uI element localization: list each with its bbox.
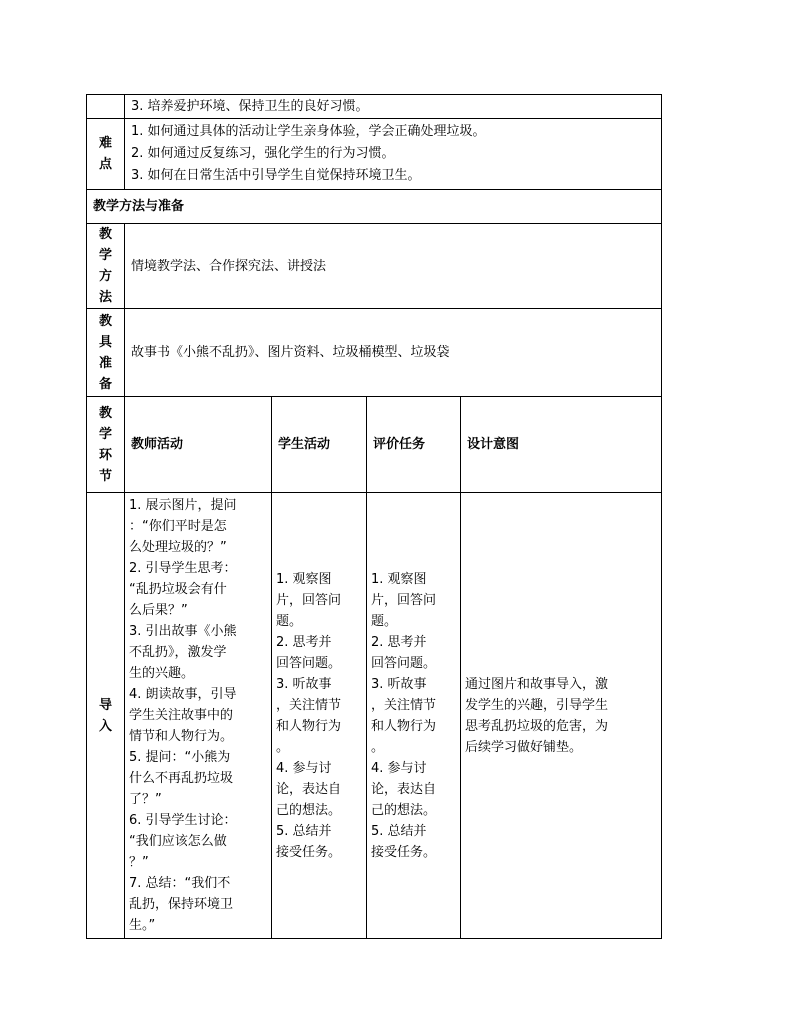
tools-label: 教 具 准 备 (87, 309, 125, 397)
prev-item: 3. 培养爱护环境、保持卫生的良好习惯。 (125, 95, 662, 119)
intro-row (87, 493, 662, 939)
intent-cell (461, 493, 662, 939)
cell-line: 3. 引出故事《小熊 (129, 624, 237, 639)
cell-line: 4. 参与讨 (371, 760, 427, 776)
cell-line: 生。” (129, 918, 156, 933)
cell-line: 了？” (129, 792, 162, 807)
difficulty-row (87, 119, 662, 190)
cell-line: ？” (129, 855, 149, 870)
cell-line: 己的想法。 (276, 802, 342, 818)
difficulty-list (125, 119, 662, 190)
cell-line: 片，回答问 (371, 592, 437, 608)
lesson-plan-table (86, 94, 662, 939)
cell-line: ：“你们平时是怎 (129, 519, 227, 534)
methods-section-row (87, 190, 662, 224)
cell-line: 2. 引导学生思考： (129, 561, 237, 576)
cell-line: 题。 (276, 613, 303, 629)
intro-label: 导 入 (87, 493, 125, 939)
teacher-activity-header: 教师活动 (125, 397, 272, 493)
intent-header: 设计意图 (461, 397, 662, 493)
cell-line: 6. 引导学生讨论： (129, 813, 237, 828)
cell-line: 5. 总结并 (276, 823, 332, 839)
cell-line: ，关注情节 (276, 697, 342, 713)
cell-line: 5. 提问：“小熊为 (129, 750, 231, 765)
difficulty-item: 2. 如何通过反复练习，强化学生的行为习惯。 (131, 146, 395, 161)
tools-row (87, 309, 662, 397)
student-activity-cell (272, 493, 367, 939)
cell-line: 后续学习做好铺垫。 (465, 739, 583, 755)
cell-line: 乱扔，保持环境卫 (129, 897, 234, 912)
cell-line: 么后果？” (129, 603, 188, 618)
cell-line: 。 (371, 739, 385, 755)
evaluation-header: 评价任务 (367, 397, 461, 493)
tools-value: 故事书《小熊不乱扔》、图片资料、垃圾桶模型、垃圾袋 (125, 309, 662, 397)
cell-line: 回答问题。 (371, 655, 437, 671)
difficulty-prev-row (87, 95, 662, 119)
cell-line: 论，表达自 (371, 781, 437, 797)
cell-line: 通过图片和故事导入，激 (465, 676, 609, 692)
cell-line: 1. 观察图 (371, 571, 427, 587)
cell-line: 4. 参与讨 (276, 760, 332, 776)
cell-line: 和人物行为 (276, 718, 342, 734)
difficulty-item: 1. 如何通过具体的活动让学生亲身体验，学会正确处理垃圾。 (131, 124, 486, 139)
difficulty-label: 难 点 (87, 119, 125, 190)
cell-line: 接受任务。 (276, 844, 342, 860)
cell-line: 接受任务。 (371, 844, 437, 860)
cell-line: 什么不再乱扔垃圾 (129, 771, 234, 786)
cell-line: 2. 思考并 (276, 634, 332, 650)
cell-line: 3. 听故事 (276, 676, 332, 692)
cell-line: 己的想法。 (371, 802, 437, 818)
teacher-activity-cell (125, 493, 272, 939)
cell-line: 思考乱扔垃圾的危害，为 (465, 718, 609, 734)
cell-line: 学生关注故事中的 (129, 708, 234, 723)
cell-line: 不乱扔》，激发学 (129, 645, 227, 660)
cell-line: ，关注情节 (371, 697, 437, 713)
cell-line: 题。 (371, 613, 398, 629)
section-title: 教学方法与准备 (87, 190, 662, 224)
cell-line: 生的兴趣。 (129, 666, 195, 681)
cell-line: 回答问题。 (276, 655, 342, 671)
methods-value: 情境教学法、合作探究法、讲授法 (125, 224, 662, 309)
empty-label-cell (87, 95, 125, 119)
cell-line: 发学生的兴趣，引导学生 (465, 697, 609, 713)
stage-header-row (87, 397, 662, 493)
student-activity-header: 学生活动 (272, 397, 367, 493)
cell-line: “我们应该怎么做 (129, 834, 227, 849)
cell-line: 1. 展示图片，提问 (129, 498, 237, 513)
cell-line: 和人物行为 (371, 718, 437, 734)
stage-label: 教 学 环 节 (87, 397, 125, 493)
methods-label: 教 学 方 法 (87, 224, 125, 309)
methods-row (87, 224, 662, 309)
cell-line: 2. 思考并 (371, 634, 427, 650)
cell-line: 论，表达自 (276, 781, 342, 797)
cell-line: 片，回答问 (276, 592, 342, 608)
cell-line: “乱扔垃圾会有什 (129, 582, 227, 597)
cell-line: 1. 观察图 (276, 571, 332, 587)
cell-line: 7. 总结：“我们不 (129, 876, 231, 891)
cell-line: 么处理垃圾的？” (129, 540, 227, 555)
cell-line: 5. 总结并 (371, 823, 427, 839)
evaluation-cell (367, 493, 461, 939)
cell-line: 。 (276, 739, 290, 755)
cell-line: 4. 朗读故事，引导 (129, 687, 237, 702)
difficulty-item: 3. 如何在日常生活中引导学生自觉保持环境卫生。 (131, 168, 421, 183)
cell-line: 3. 听故事 (371, 676, 427, 692)
cell-line: 情节和人物行为。 (129, 729, 234, 744)
